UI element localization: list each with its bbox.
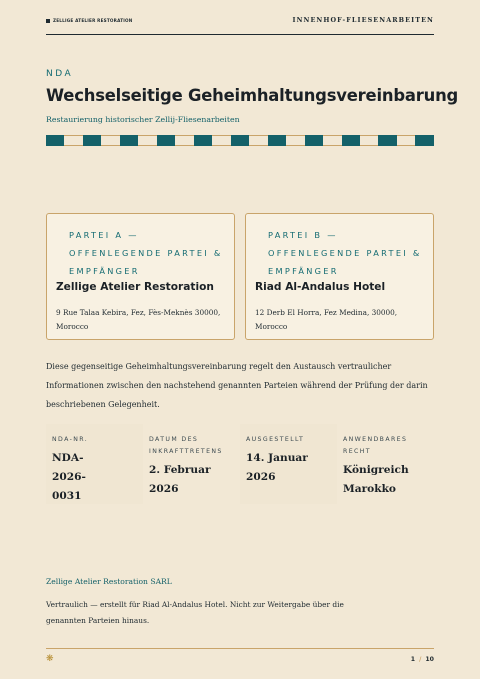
- page-current: 1: [410, 656, 416, 663]
- zellij-tile: [231, 135, 249, 146]
- page-separator: /: [419, 656, 422, 663]
- brand-name: ZELLIGE ATELIER RESTORATION: [53, 18, 133, 23]
- fact-label: NDA-NR.: [52, 436, 89, 443]
- zellij-tile: [249, 135, 267, 146]
- company-name: Zellige Atelier Restoration SARL: [46, 577, 172, 586]
- fact-value: 2. Februar 2026: [149, 464, 211, 495]
- intro-paragraph: Diese gegenseitige Geheimhaltungsvereinbarung regelt den Austausch vertraulicher Informationen zwischen den nachstehend genannten Parteien während der Prüfung der darin beschriebenen Gelegenheit.: [46, 362, 428, 409]
- page-number: [411, 656, 434, 663]
- fact-label: DATUM DES INKRAFTTRETENS: [149, 436, 223, 455]
- zellij-tile: [415, 135, 433, 146]
- party-a-role: PARTEI A — OFFENLEGENDE PARTEI & EMPFÄNGER: [69, 230, 223, 276]
- fact-issued: [240, 424, 337, 504]
- page-footer: [46, 648, 434, 669]
- zellij-tile: [212, 135, 230, 146]
- zellij-tile: [157, 135, 175, 146]
- zellij-tile: [120, 135, 138, 146]
- party-a-name: Zellige Atelier Restoration: [56, 281, 214, 293]
- fact-label: AUSGESTELLT: [246, 436, 305, 443]
- zellij-tile: [194, 135, 212, 146]
- page-subtitle: Restaurierung historischer Zellij-Fliesenarbeiten: [46, 115, 240, 124]
- zellij-tile: [138, 135, 156, 146]
- brand: [46, 18, 132, 23]
- confidentiality-note: Vertraulich — erstellt für Riad Al-Andalus Hotel. Nicht zur Weitergabe über die genannten Parteien hinaus.: [46, 600, 344, 625]
- facts-grid: [46, 424, 434, 504]
- zellij-tile: [397, 135, 415, 146]
- doc-kicker: NDA: [46, 69, 74, 79]
- zellij-tile: [46, 135, 64, 146]
- fact-value: 14. Januar 2026: [246, 452, 308, 483]
- zellij-tile: [64, 135, 82, 146]
- fact-value: Königreich Marokko: [343, 464, 409, 495]
- fact-governing-law: [337, 424, 434, 504]
- page-title: Wechselseitige Geheimhaltungsvereinbarung: [46, 86, 459, 105]
- party-b-name: Riad Al-Andalus Hotel: [255, 281, 386, 293]
- zellij-tile: [101, 135, 119, 146]
- zellij-tile: [305, 135, 323, 146]
- zellij-tile: [360, 135, 378, 146]
- zellij-tile: [286, 135, 304, 146]
- star-ornament-icon: ❋: [46, 654, 54, 664]
- zellij-tile: [268, 135, 286, 146]
- section-label: INNENHOF-FLIESENARBEITEN: [292, 16, 434, 24]
- zellij-tile: [83, 135, 101, 146]
- fact-value: NDA-2026-0031: [52, 452, 86, 502]
- zellij-tile: [378, 135, 396, 146]
- page-header: [46, 14, 434, 35]
- party-a-address: 9 Rue Talaa Kebira, Fez, Fès-Meknès 30000, Morocco: [56, 308, 221, 331]
- fact-effective-date: [143, 424, 240, 504]
- zellij-tile: [175, 135, 193, 146]
- party-b-role: PARTEI B — OFFENLEGENDE PARTEI & EMPFÄNGER: [268, 230, 422, 276]
- brand-square-icon: [46, 19, 50, 23]
- party-b-card: [245, 213, 434, 340]
- zellij-tile: [323, 135, 341, 146]
- fact-nda-number: [46, 424, 143, 504]
- zellij-tile-strip: [46, 135, 434, 146]
- fact-label: ANWENDBARES RECHT: [343, 436, 408, 455]
- page-total: 10: [425, 656, 434, 663]
- party-a-card: [46, 213, 235, 340]
- party-b-address: 12 Derb El Horra, Fez Medina, 30000, Morocco: [255, 308, 398, 331]
- zellij-tile: [342, 135, 360, 146]
